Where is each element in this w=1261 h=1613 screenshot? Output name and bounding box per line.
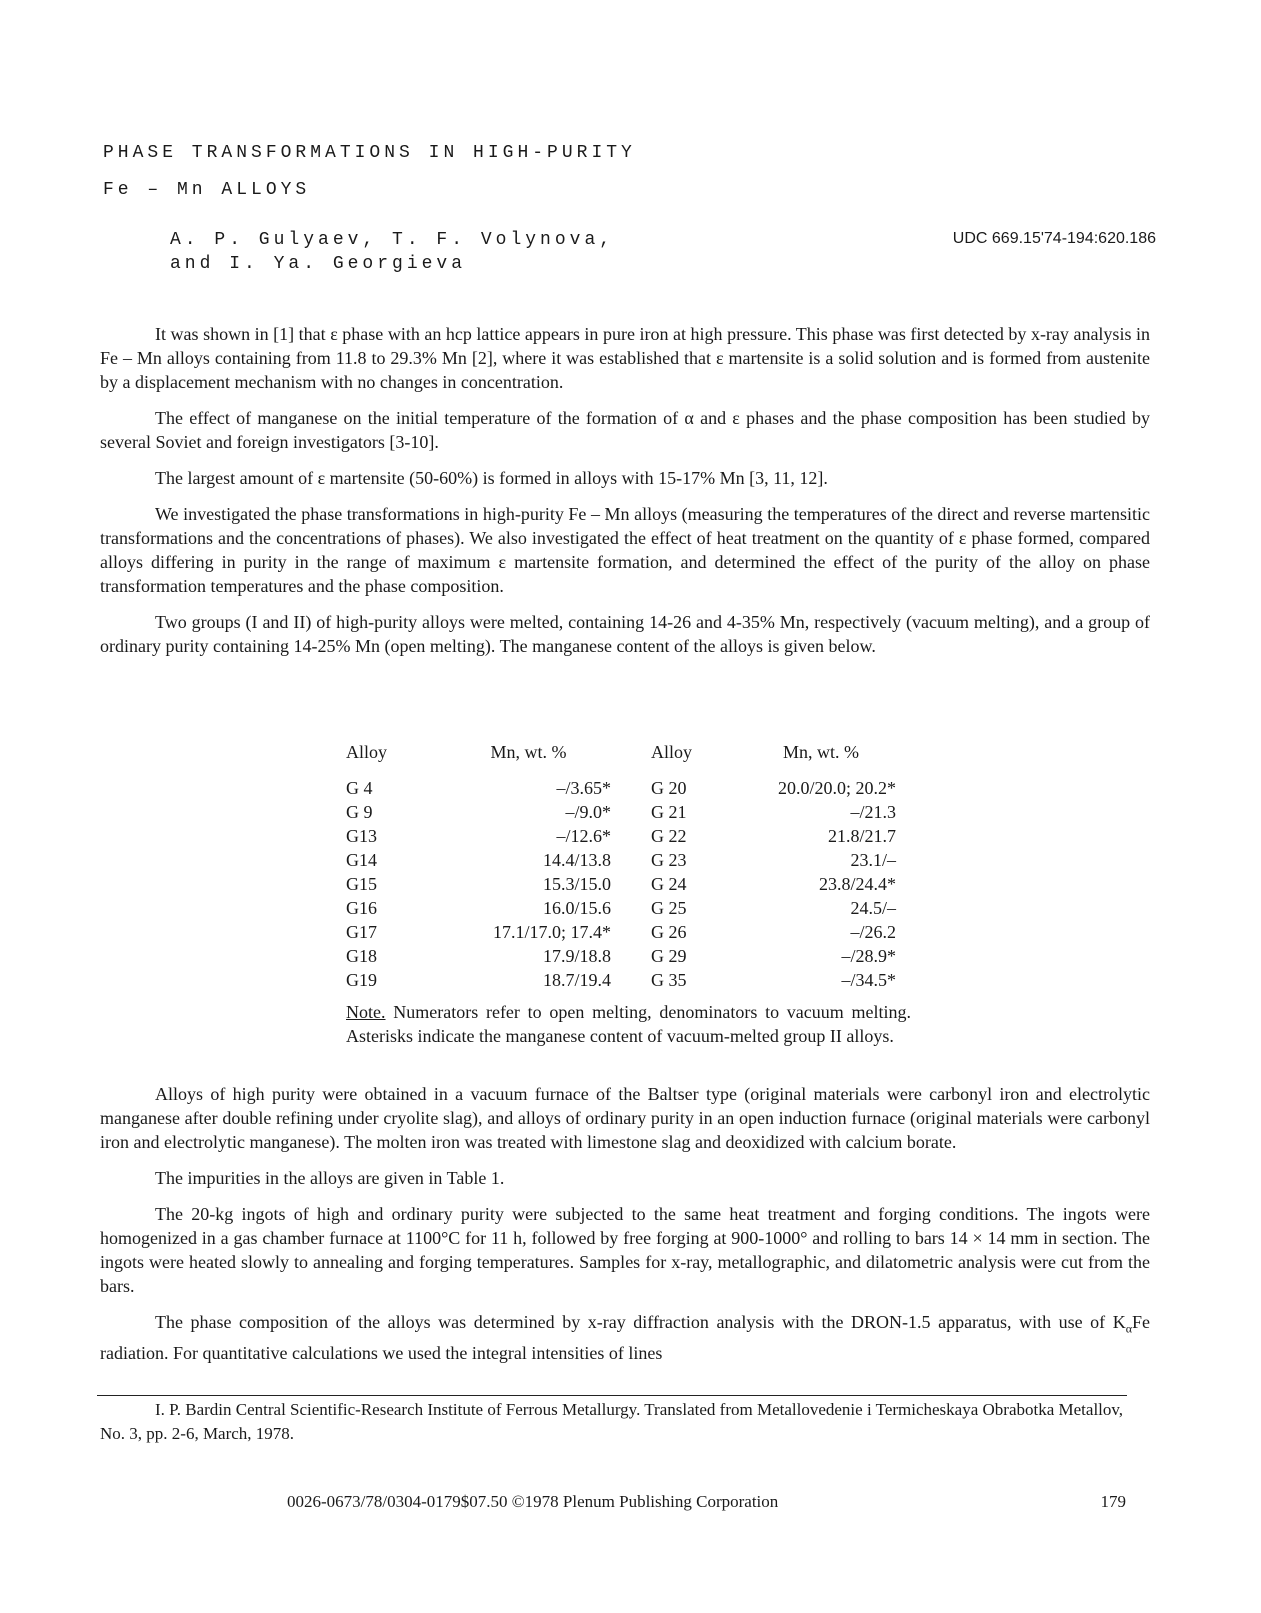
paragraph: The 20-kg ingots of high and ordinary purity were subjected to the same heat treatment and forging conditions. The ingots were homogenized in a gas chamber furnace at 1100°C for 11 h, followed by free forging at 900-1000° and rolling to bars 14 × 14 mm in section. The ingots were heated slowly to annealing and forging temperatures. Samples for x-ray, metallographic, and dilatometric analysis were cut from the bars. xyxy=(100,1204,1150,1296)
table-cell: –/12.6* xyxy=(556,826,611,846)
table-cell: G 21 xyxy=(651,802,687,822)
table-cell: G 23 xyxy=(651,850,687,870)
table-cell: G15 xyxy=(346,874,377,894)
table-row xyxy=(340,824,896,848)
table-cell: G18 xyxy=(346,946,377,966)
column-header: Mn, wt. % xyxy=(490,741,567,762)
table-cell: 20.0/20.0; 20.2* xyxy=(777,778,896,798)
table-cell: 23.8/24.4* xyxy=(818,874,896,894)
table-cell: G 29 xyxy=(651,946,687,966)
table-cell: G 35 xyxy=(651,970,687,990)
note-label: Note. xyxy=(346,1002,386,1022)
table-row xyxy=(340,776,896,800)
table-row xyxy=(340,872,896,896)
table-cell: G 24 xyxy=(651,874,687,894)
table-cell: G 26 xyxy=(651,922,687,942)
table-header-row xyxy=(340,740,896,776)
table-cell: 21.8/21.7 xyxy=(827,826,896,846)
article-title-line2: Fe – Mn ALLOYS xyxy=(103,180,311,200)
table-cell: –/34.5* xyxy=(841,970,896,990)
table-cell: 16.0/15.6 xyxy=(542,898,611,918)
authors-line1: A. P. Gulyaev, T. F. Volynova, xyxy=(170,230,615,250)
udc-code: UDC 669.15'74-194:620.186 xyxy=(952,230,1156,247)
table-cell: G 22 xyxy=(651,826,687,846)
column-header: Alloy xyxy=(651,741,693,762)
table-cell: 17.9/18.8 xyxy=(542,946,611,966)
table-cell: G17 xyxy=(346,922,377,942)
alpha-subscript: α xyxy=(1125,1321,1132,1336)
paragraph: Two groups (I and II) of high-purity alloys were melted, containing 14-26 and 4-35% Mn, respectively (vacuum melting), and a group of ordinary purity containing 14-25% Mn (open melting). The manganese content of the alloys is given below. xyxy=(100,612,1150,656)
table-row xyxy=(340,896,896,920)
paragraph-last xyxy=(100,1310,1150,1365)
table-cell: G 25 xyxy=(651,898,687,918)
table-cell: –/26.2 xyxy=(850,922,896,942)
footnote-divider xyxy=(97,1395,1127,1396)
table-cell: G16 xyxy=(346,898,377,918)
table-row xyxy=(340,920,896,944)
table-cell: 23.1/– xyxy=(850,850,896,870)
table-cell: G14 xyxy=(346,850,377,870)
text-span: The phase composition of the alloys was determined by x-ray diffraction analysis with the DRON-1.5 apparatus, with use of K xyxy=(155,1312,1126,1332)
table-cell: 17.1/17.0; 17.4* xyxy=(492,922,611,942)
table-row xyxy=(340,944,896,968)
article-title-line1: PHASE TRANSFORMATIONS IN HIGH-PURITY xyxy=(103,143,636,163)
table-cell: 24.5/– xyxy=(850,898,896,918)
column-header: Mn, wt. % xyxy=(783,741,859,762)
table-row xyxy=(340,848,896,872)
footnote: I. P. Bardin Central Scientific-Research Institute of Ferrous Metallurgy. Translated from Metallovedenie i Termicheskaya Obrabotka Metallov, No. 3, pp. 2-6, March, 1978. xyxy=(100,1400,1124,1443)
table-row xyxy=(340,800,896,824)
table-cell: G 9 xyxy=(346,802,373,822)
paragraph: The effect of manganese on the initial temperature of the formation of α and ε phases and the phase composition has been studied by several Soviet and foreign investigators [3-10]. xyxy=(100,408,1150,452)
paragraph: It was shown in [1] that ε phase with an hcp lattice appears in pure iron at high pressure. This phase was first detected by x-ray analysis in Fe – Mn alloys containing from 11.8 to 29.3% Mn [2], where it was established that ε martensite is a solid solution and is formed from austenite by a displacement mechanism with no changes in concentration. xyxy=(100,324,1150,392)
authors-block xyxy=(170,228,614,276)
table-cell: 14.4/13.8 xyxy=(542,850,611,870)
manganese-content-table xyxy=(340,740,930,992)
table-cell: –/9.0* xyxy=(565,802,611,822)
column-header: Alloy xyxy=(346,741,388,762)
authors-line2: and I. Ya. Georgieva xyxy=(170,254,467,274)
table-cell: G 20 xyxy=(651,778,687,798)
body-section-2 xyxy=(100,1082,1150,1377)
paragraph: The largest amount of ε martensite (50-60%) is formed in alloys with 15-17% Mn [3, 11, 12]. xyxy=(155,468,828,488)
footer-publication-id: 0026-0673/78/0304-0179$07.50 ©1978 Plenum Publishing Corporation xyxy=(287,1492,779,1511)
page-number: 179 xyxy=(1100,1492,1126,1511)
table-cell: G19 xyxy=(346,970,377,990)
table-note xyxy=(346,1000,911,1048)
note-text: Numerators refer to open melting, denominators to vacuum melting. Asterisks indicate the manganese content of vacuum-melted group II alloys. xyxy=(346,1002,912,1046)
paragraph: Alloys of high purity were obtained in a vacuum furnace of the Baltser type (original materials were carbonyl iron and electrolytic manganese after double refining under cryolite slag), and alloys of ordinary purity in an open induction furnace (original materials were carbonyl iron and electrolytic manganese). The molten iron was treated with limestone slag and deoxidized with calcium borate. xyxy=(100,1084,1150,1152)
table-cell: G13 xyxy=(346,826,377,846)
text-span: Fe radiation. For quantitative calculations we used the integral intensities of lines xyxy=(100,1312,1150,1363)
body-section-1 xyxy=(100,322,1150,670)
paragraph: The impurities in the alloys are given in Table 1. xyxy=(155,1168,505,1188)
table-cell: –/21.3 xyxy=(850,802,896,822)
table-cell: 15.3/15.0 xyxy=(542,874,611,894)
table-row xyxy=(340,968,896,992)
paragraph: We investigated the phase transformations in high-purity Fe – Mn alloys (measuring the temperatures of the direct and reverse martensitic transformations and the concentrations of phases). We also investigated the effect of heat treatment on the quantity of ε phase formed, compared alloys differing in purity in the range of maximum ε martensite formation, and determined the effect of the purity of the alloy on phase transformation temperatures and the phase composition. xyxy=(100,504,1150,596)
table-cell: 18.7/19.4 xyxy=(542,970,611,990)
table-cell: –/3.65* xyxy=(556,778,611,798)
table-cell: G 4 xyxy=(346,778,373,798)
table-cell: –/28.9* xyxy=(841,946,896,966)
